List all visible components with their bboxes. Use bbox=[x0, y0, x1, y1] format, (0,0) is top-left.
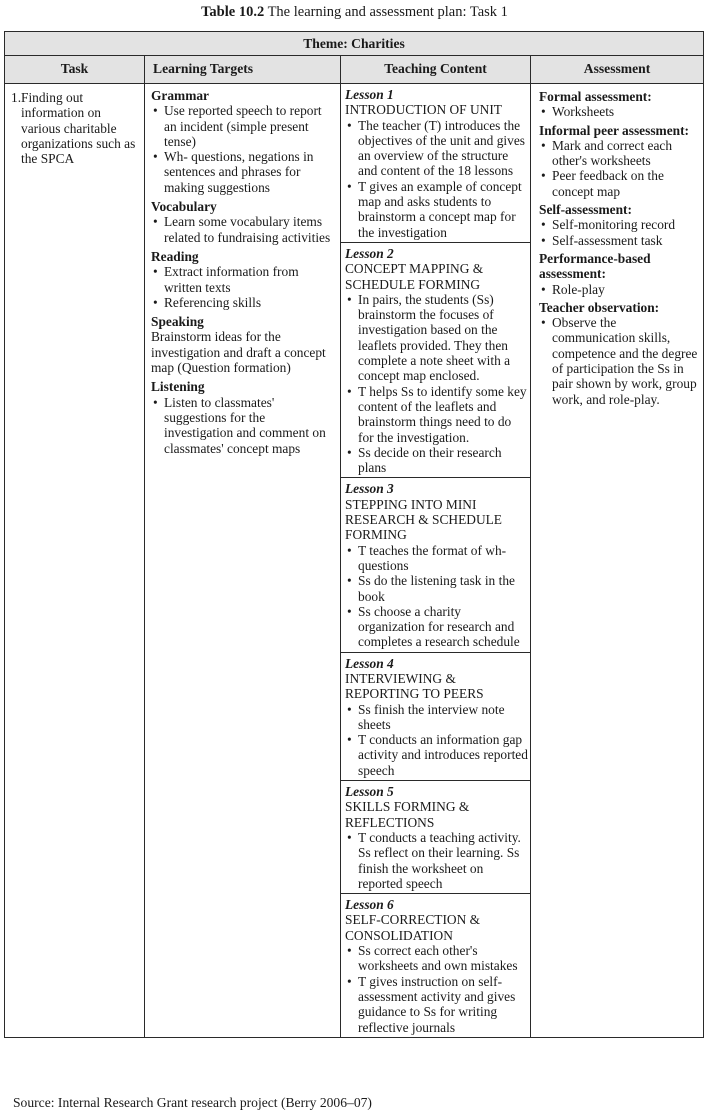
lesson-item: • Ss choose a charity organization for research and completes a research schedule bbox=[345, 604, 528, 650]
self-assessment-heading: Self-assessment: bbox=[539, 202, 632, 218]
task-cell bbox=[5, 84, 145, 1038]
listening-heading: Listening bbox=[151, 379, 205, 395]
grammar-heading: Grammar bbox=[151, 88, 210, 103]
learning-assessment-table bbox=[4, 31, 704, 1038]
informal-peer-heading: Informal peer assessment: bbox=[539, 122, 690, 138]
performance-heading: Performance-based assessment: bbox=[539, 250, 651, 282]
grammar-section bbox=[151, 88, 336, 195]
reading-section bbox=[151, 249, 336, 310]
lesson-item: • T conducts a teaching activity. Ss reflect on their learning. Ss finish the worksheet on reported speech bbox=[345, 830, 528, 891]
lesson-item: • Ss correct each other's worksheets and own mistakes bbox=[345, 943, 528, 974]
header-learning-targets: Learning Targets bbox=[145, 56, 341, 84]
lesson-item: • Ss decide on their research plans bbox=[345, 445, 528, 476]
speaking-section bbox=[151, 314, 336, 375]
task-item bbox=[5, 84, 144, 166]
reading-item: • Referencing skills bbox=[151, 295, 336, 310]
speaking-text: Brainstorm ideas for the investigation and draft a concept map (Question formation) bbox=[151, 329, 326, 376]
lesson-item: • T gives instruction on self-assessment activity and gives guidance to Ss for writing reflective journals bbox=[345, 974, 528, 1035]
task-number: 1. bbox=[11, 90, 22, 105]
table-caption bbox=[0, 3, 709, 21]
assessment-item: • Role-play bbox=[539, 282, 699, 297]
vocabulary-item: • Learn some vocabulary items related to fundraising activities bbox=[151, 214, 336, 245]
source-note: Source: Internal Research Grant research project (Berry 2006–07) bbox=[13, 1095, 372, 1110]
vocabulary-section bbox=[151, 199, 336, 245]
assessment-item: • Self-monitoring record bbox=[539, 217, 699, 232]
assessment-item: • Observe the communication skills, competence and the degree of participation the Ss in pair shown by work, group work, and role-play. bbox=[539, 315, 699, 407]
lesson-title: SELF-CORRECTION & CONSOLIDATION bbox=[345, 912, 481, 943]
header-teaching-content: Teaching Content bbox=[341, 56, 531, 84]
assessment-cell bbox=[531, 84, 704, 1038]
lesson-item: • In pairs, the students (Ss) brainstorm the focuses of investigation based on the leaflets provided. They then complete a note sheet with a concept map enclosed. bbox=[345, 292, 528, 384]
lesson-3 bbox=[341, 478, 530, 652]
lesson-2 bbox=[341, 243, 530, 478]
lesson-4 bbox=[341, 653, 530, 781]
lesson-title: SKILLS FORMING & REFLECTIONS bbox=[345, 799, 470, 830]
lesson-title: STEPPING INTO MINI RESEARCH & SCHEDULE FORMING bbox=[345, 496, 502, 543]
formal-assessment-heading: Formal assessment: bbox=[539, 89, 652, 104]
teaching-content-cell bbox=[341, 84, 531, 1038]
reading-item: • Extract information from written texts bbox=[151, 264, 336, 295]
table-row bbox=[5, 84, 704, 1038]
listening-section bbox=[151, 379, 336, 455]
listening-item: • Listen to classmates' suggestions for the investigation and comment on classmates' concept maps bbox=[151, 395, 336, 456]
teacher-observation bbox=[539, 300, 699, 407]
header-task: Task bbox=[5, 56, 145, 84]
header-assessment: Assessment bbox=[531, 56, 704, 84]
reading-heading: Reading bbox=[151, 248, 199, 264]
lesson-item: • Ss finish the interview note sheets bbox=[345, 702, 528, 733]
lesson-item: • T helps Ss to identify some key content of the leaflets and brainstorm things need to do for the investigation. bbox=[345, 384, 528, 445]
lesson-item: • T teaches the format of wh- questions bbox=[345, 543, 528, 574]
performance-assessment bbox=[539, 251, 699, 297]
assessment-item: • Self-assessment task bbox=[539, 233, 699, 248]
grammar-item: • Wh- questions, negations in sentences and phrases for making suggestions bbox=[151, 149, 336, 195]
lesson-label: Lesson 1 bbox=[345, 87, 394, 102]
lesson-1 bbox=[341, 84, 530, 243]
lesson-label: Lesson 4 bbox=[345, 655, 394, 671]
table-title: The learning and assessment plan: Task 1 bbox=[267, 4, 508, 20]
assessment-item: • Worksheets bbox=[539, 104, 699, 119]
vocabulary-heading: Vocabulary bbox=[151, 199, 217, 215]
assessment-item: • Mark and correct each other's worksheets bbox=[539, 138, 699, 169]
table-label: Table 10.2 bbox=[201, 4, 265, 20]
grammar-item: • Use reported speech to report an incident (simple present tense) bbox=[151, 103, 336, 149]
self-assessment bbox=[539, 202, 699, 248]
assessment-item: • Peer feedback on the concept map bbox=[539, 168, 699, 199]
lesson-item: • T gives an example of concept map and asks students to brainstorm a concept map for the investigation bbox=[345, 179, 528, 240]
lesson-item: • Ss do the listening task in the book bbox=[345, 573, 528, 604]
informal-peer-assessment bbox=[539, 123, 699, 199]
speaking-heading: Speaking bbox=[151, 314, 204, 330]
teacher-observation-heading: Teacher observation: bbox=[539, 299, 660, 315]
lesson-6 bbox=[341, 894, 530, 1037]
theme-header: Theme: Charities bbox=[5, 32, 704, 56]
formal-assessment bbox=[539, 89, 699, 120]
lesson-label: Lesson 3 bbox=[345, 481, 394, 497]
lesson-label: Lesson 2 bbox=[345, 245, 394, 261]
task-text: Finding out information on various charitable organizations such as the SPCA bbox=[21, 90, 136, 167]
lesson-item: • The teacher (T) introduces the objectives of the unit and gives an overview of the structure and content of the 18 lessons bbox=[345, 118, 528, 179]
learning-targets-cell bbox=[145, 84, 341, 1038]
lesson-title: INTRODUCTION OF UNIT bbox=[345, 102, 502, 118]
lesson-title: INTERVIEWING & REPORTING TO PEERS bbox=[345, 670, 484, 702]
lesson-item: • T conducts an information gap activity and introduces reported speech bbox=[345, 732, 528, 778]
lesson-5 bbox=[341, 781, 530, 894]
lesson-label: Lesson 5 bbox=[345, 784, 394, 800]
lesson-title: CONCEPT MAPPING & SCHEDULE FORMING bbox=[345, 261, 484, 292]
lesson-label: Lesson 6 bbox=[345, 897, 394, 913]
